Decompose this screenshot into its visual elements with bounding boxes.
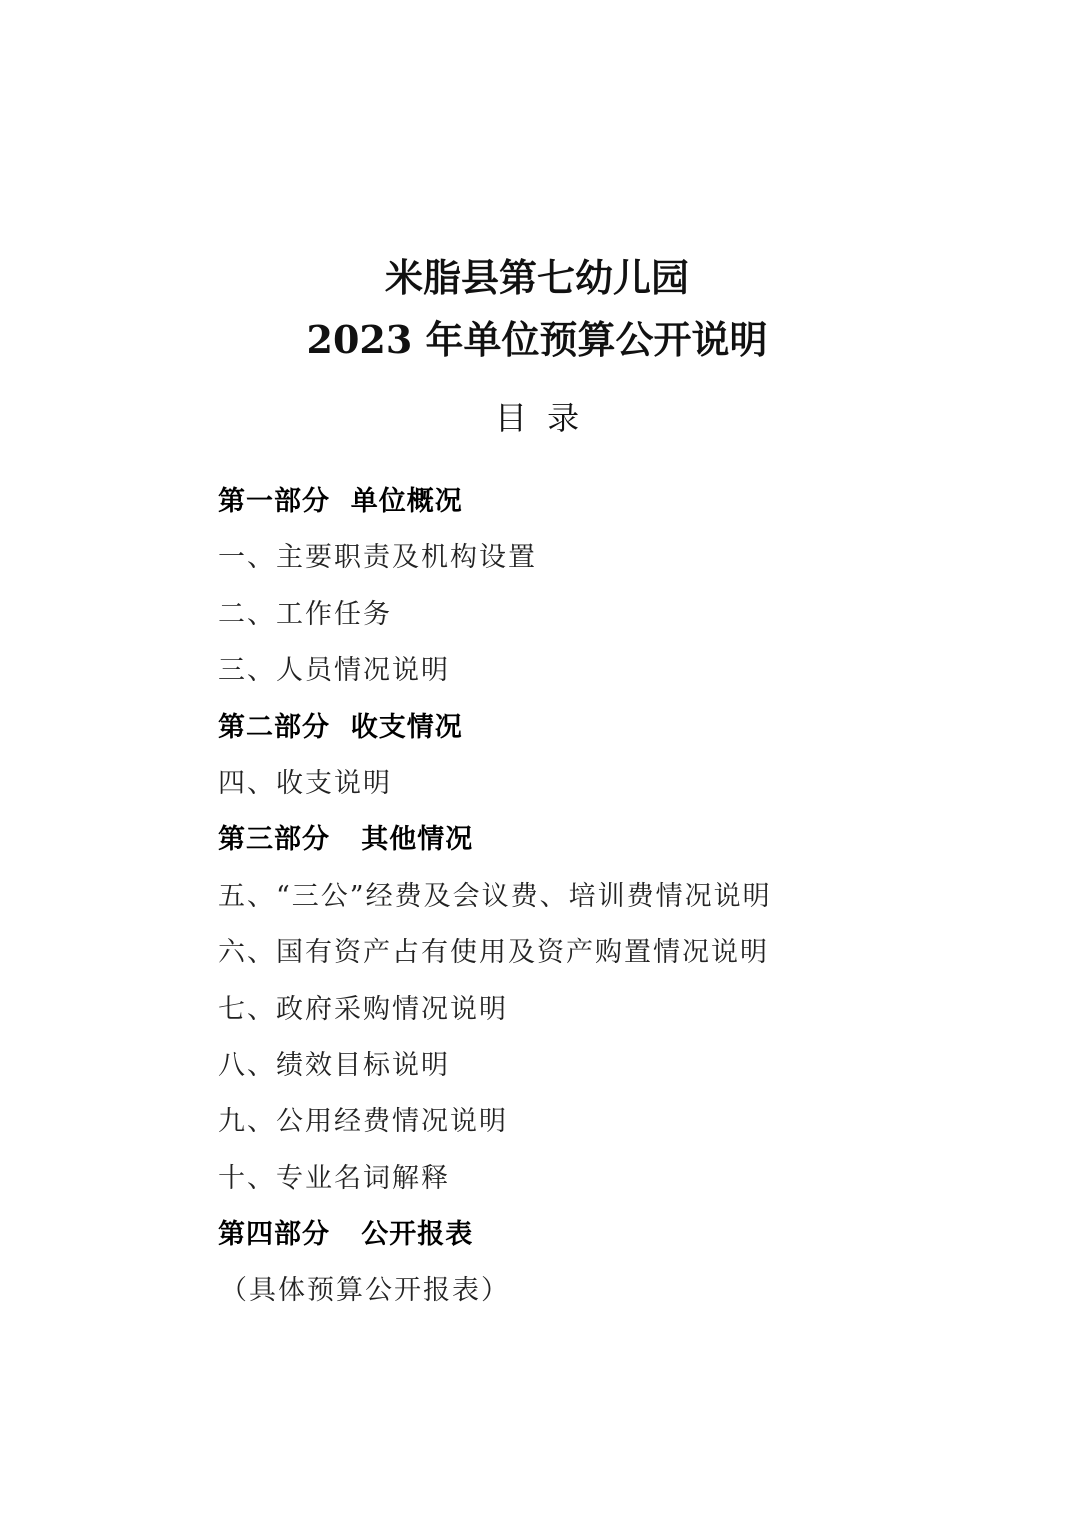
toc-part-3: 第三部分 其他情况 <box>218 824 474 856</box>
toc-item-5: 五、“三公”经费及会议费、培训费情况说明 <box>218 880 772 912</box>
toc-part-1: 第一部分 单位概况 <box>218 486 463 517</box>
toc-item-1: 一、主要职责及机构设置 <box>218 542 537 574</box>
toc-heading: 目 录 <box>494 399 580 437</box>
toc-item-7: 七、政府采购情况说明 <box>218 993 508 1025</box>
toc-item-8: 八、绩效目标说明 <box>218 1049 450 1081</box>
toc-item-2: 二、工作任务 <box>218 598 392 630</box>
toc-part-2: 第二部分 收支情况 <box>218 711 463 743</box>
document-title-subject: 2023 年单位预算公开说明 <box>306 317 768 362</box>
toc-part-4: 第四部分 公开报表 <box>218 1219 474 1251</box>
toc-item-4: 四、收支说明 <box>218 767 392 799</box>
toc-item-9: 九、公用经费情况说明 <box>218 1106 508 1138</box>
toc-item-10: 十、专业名词解释 <box>218 1162 450 1194</box>
document-title-org: 米脂县第七幼儿园 <box>384 255 689 300</box>
toc-note: （具体预算公开报表） <box>220 1275 510 1307</box>
table-of-contents <box>218 480 1038 1326</box>
toc-item-6: 六、国有资产占有使用及资产购置情况说明 <box>218 937 769 969</box>
toc-item-3: 三、人员情况说明 <box>218 655 450 687</box>
